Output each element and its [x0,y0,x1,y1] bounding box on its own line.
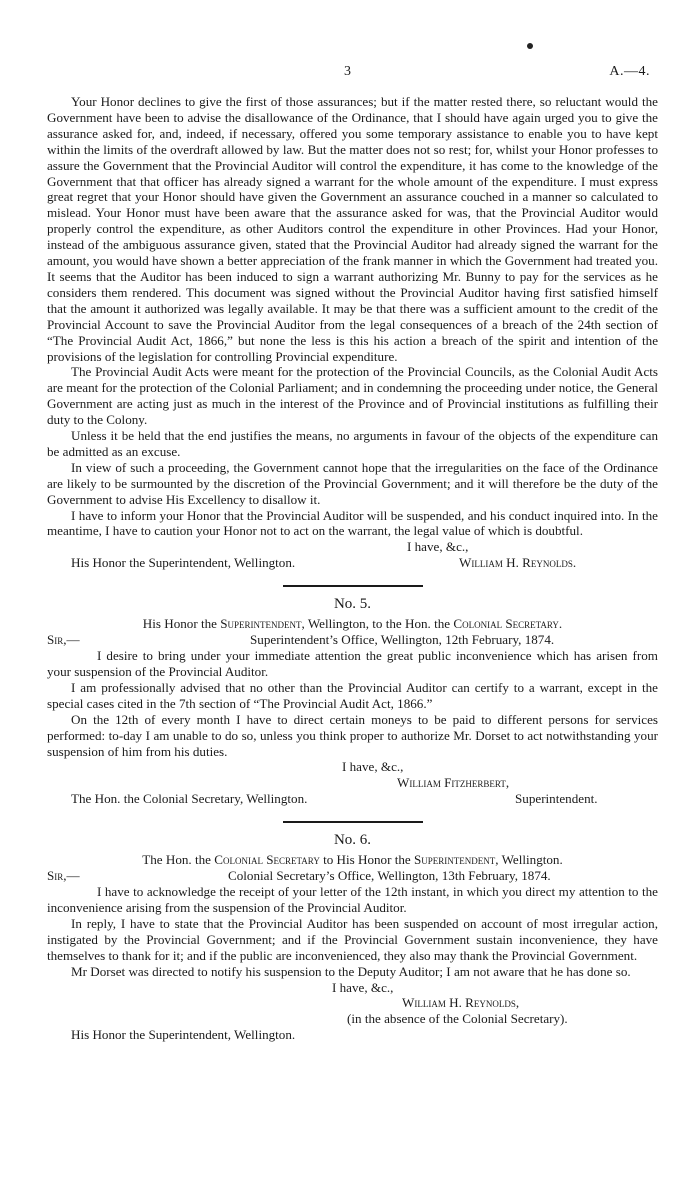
route-to: Superintendent [414,852,496,868]
letter-route [47,616,658,632]
route-to: Colonial Secretary [453,616,559,632]
closing: I have, &c., [407,539,469,555]
letter-route [47,852,658,868]
signature: William H. Reynolds, [402,995,520,1011]
letter-5 [47,597,658,809]
paragraph: On the 12th of every month I have to direct certain moneys to be paid to different persons for services performed: to-day I am unable to do so, unless you think proper to authorize Mr. Dorset to act notwithstanding your suspension of him from his duties. [47,711,658,759]
addressee: His Honor the Superintendent, Wellington. [71,555,296,571]
letter-number: No. 5. [333,596,372,613]
signature: William Fitzherbert, [397,775,510,791]
page-number: 3 [344,64,351,79]
paragraph: Unless it be held that the end justifies the means, no arguments in favour of the objects of the expenditure can be admitted as an excuse. [47,428,658,459]
paragraph: I have to inform your Honor that the Provincial Auditor will be suspended, and his conduct inquired into. In the meantime, I have to caution your Honor not to act on the warrant, the legal value of which is doubtful. [47,507,658,539]
paragraph: In reply, I have to state that the Provincial Auditor has been suspended on account of most irregular action, instigated by the Provincial Government; and if the Provincial Government sustain inconvenience, they have themselves to thank for it; and if the public are inconvenienced, they also may thank the Provincial Government. [47,915,658,963]
closing: I have, &c., [342,759,404,775]
route-from: Superintendent [220,616,302,632]
salutation: Sir,— [47,632,80,648]
route-prefix: His Honor the [142,616,221,632]
route-suffix: . [558,616,563,632]
paragraph: The Provincial Audit Acts were meant for the protection of the Provincial Councils, as the Colonial Audit Acts are meant for the protection of the Colonial Parliament; and in condemning the proceeding under notice, the General Government are acting just as much in the interest of the Province and of Provincial institutions as fulfilling their duty to the Colony. [47,364,658,428]
address-signature-line [47,555,658,573]
signature-title: Superintendent. [515,791,598,807]
route-from: Colonial Secretary [214,852,320,868]
signature-note: (in the absence of the Colonial Secretary). [347,1011,568,1027]
address-line [47,1027,658,1045]
addressee: His Honor the Superintendent, Wellington. [71,1027,296,1043]
signature: William H. Reynolds. [459,555,577,571]
location-date: Colonial Secretary’s Office, Wellington, 13th February, 1874. [228,868,551,884]
page-header [47,38,658,79]
letter-number: No. 6. [333,832,372,849]
paragraph: I have to acknowledge the receipt of your letter of the 12th instant, in which you direct my attention to the inconvenience arising from the suspension of the Provincial Auditor. [47,884,658,915]
location-date: Superintendent’s Office, Wellington, 12th February, 1874. [250,632,555,648]
letter-6 [47,833,658,1045]
document-reference: A.—4. [609,64,650,79]
salutation-line [47,632,658,648]
salutation-line [47,868,658,884]
paragraph: Your Honor declines to give the first of those assurances; but if the matter rested there, so reluctant would the Government have been to advise the disallowance of the Ordinance, that I should have again urged you to give the assurance asked for, and, indeed, if necessary, offered you some temporary assistance to enable you to have kept within the limits of the overdraft allowed by law. But the matter does not so rest; for, whilst your Honor professes to assure the Government that the Provincial Auditor will control the expenditure, it has come to the knowledge of the Government that that officer has already signed a warrant for the whole amount of the expenditure. I must express great regret that your Honor should have given the Government an assurance couched in a manner so calculated to mislead. Your Honor must have been aware that the assurance asked for was, that the Provincial Auditor would properly control the expenditure, as other Auditors control the expenditure in other Provinces. Had your Honor, instead of the ambiguous assurance given, stated that the Provincial Auditor had already signed the warrant for the amount, you would have shown a better appreciation of the frank manner in which the Government had treated you. It seems that the Auditor has been induced to sign a warrant authorizing Mr. Bunny to pay for the services as he considers them rendered. This document was signed without the Provincial Auditor having first satisfied himself that the amount it authorized was legally available. It may be that there was a sufficient amount to the credit of the Provincial Account to save the Provincial Auditor from the legal consequences of a breach of the 24th section of “The Provincial Audit Act, 1866,” but none the less is this his action a breach of the spirit and intention of the provisions of the legislation for controlling Provincial expenditure. [47,94,658,364]
route-prefix: The Hon. the [142,852,215,868]
addressee: The Hon. the Colonial Secretary, Wellington. [71,791,308,807]
paragraph: In view of such a proceeding, the Government cannot hope that the irregularities on the face of the Ordinance are likely to be surmounted by the discretion of the Provincial Government; and it will therefore be the duty of the Government to advise His Excellency to disallow it. [47,459,658,507]
paragraph: Mr Dorset was directed to notify his suspension to the Deputy Auditor; I am not aware that he has done so. [71,963,631,979]
salutation: Sir,— [47,868,80,884]
section-divider [283,585,423,587]
paragraph: I am professionally advised that no other than the Provincial Auditor can certify to a warrant, except in the special cases cited in the 7th section of “The Provincial Audit Act, 1866.” [47,679,658,711]
ink-dot-mark [527,43,533,49]
route-middle: to His Honor the [319,852,415,868]
section-divider [283,821,423,823]
paragraph: I desire to bring under your immediate attention the great public inconvenience which has arisen from your suspension of the Provincial Auditor. [47,648,658,679]
letter-4-body [47,94,658,573]
route-suffix: , Wellington. [495,852,563,868]
closing: I have, &c., [332,979,394,995]
address-title-line [47,791,658,809]
route-middle: , Wellington, to the Hon. the [301,616,454,632]
